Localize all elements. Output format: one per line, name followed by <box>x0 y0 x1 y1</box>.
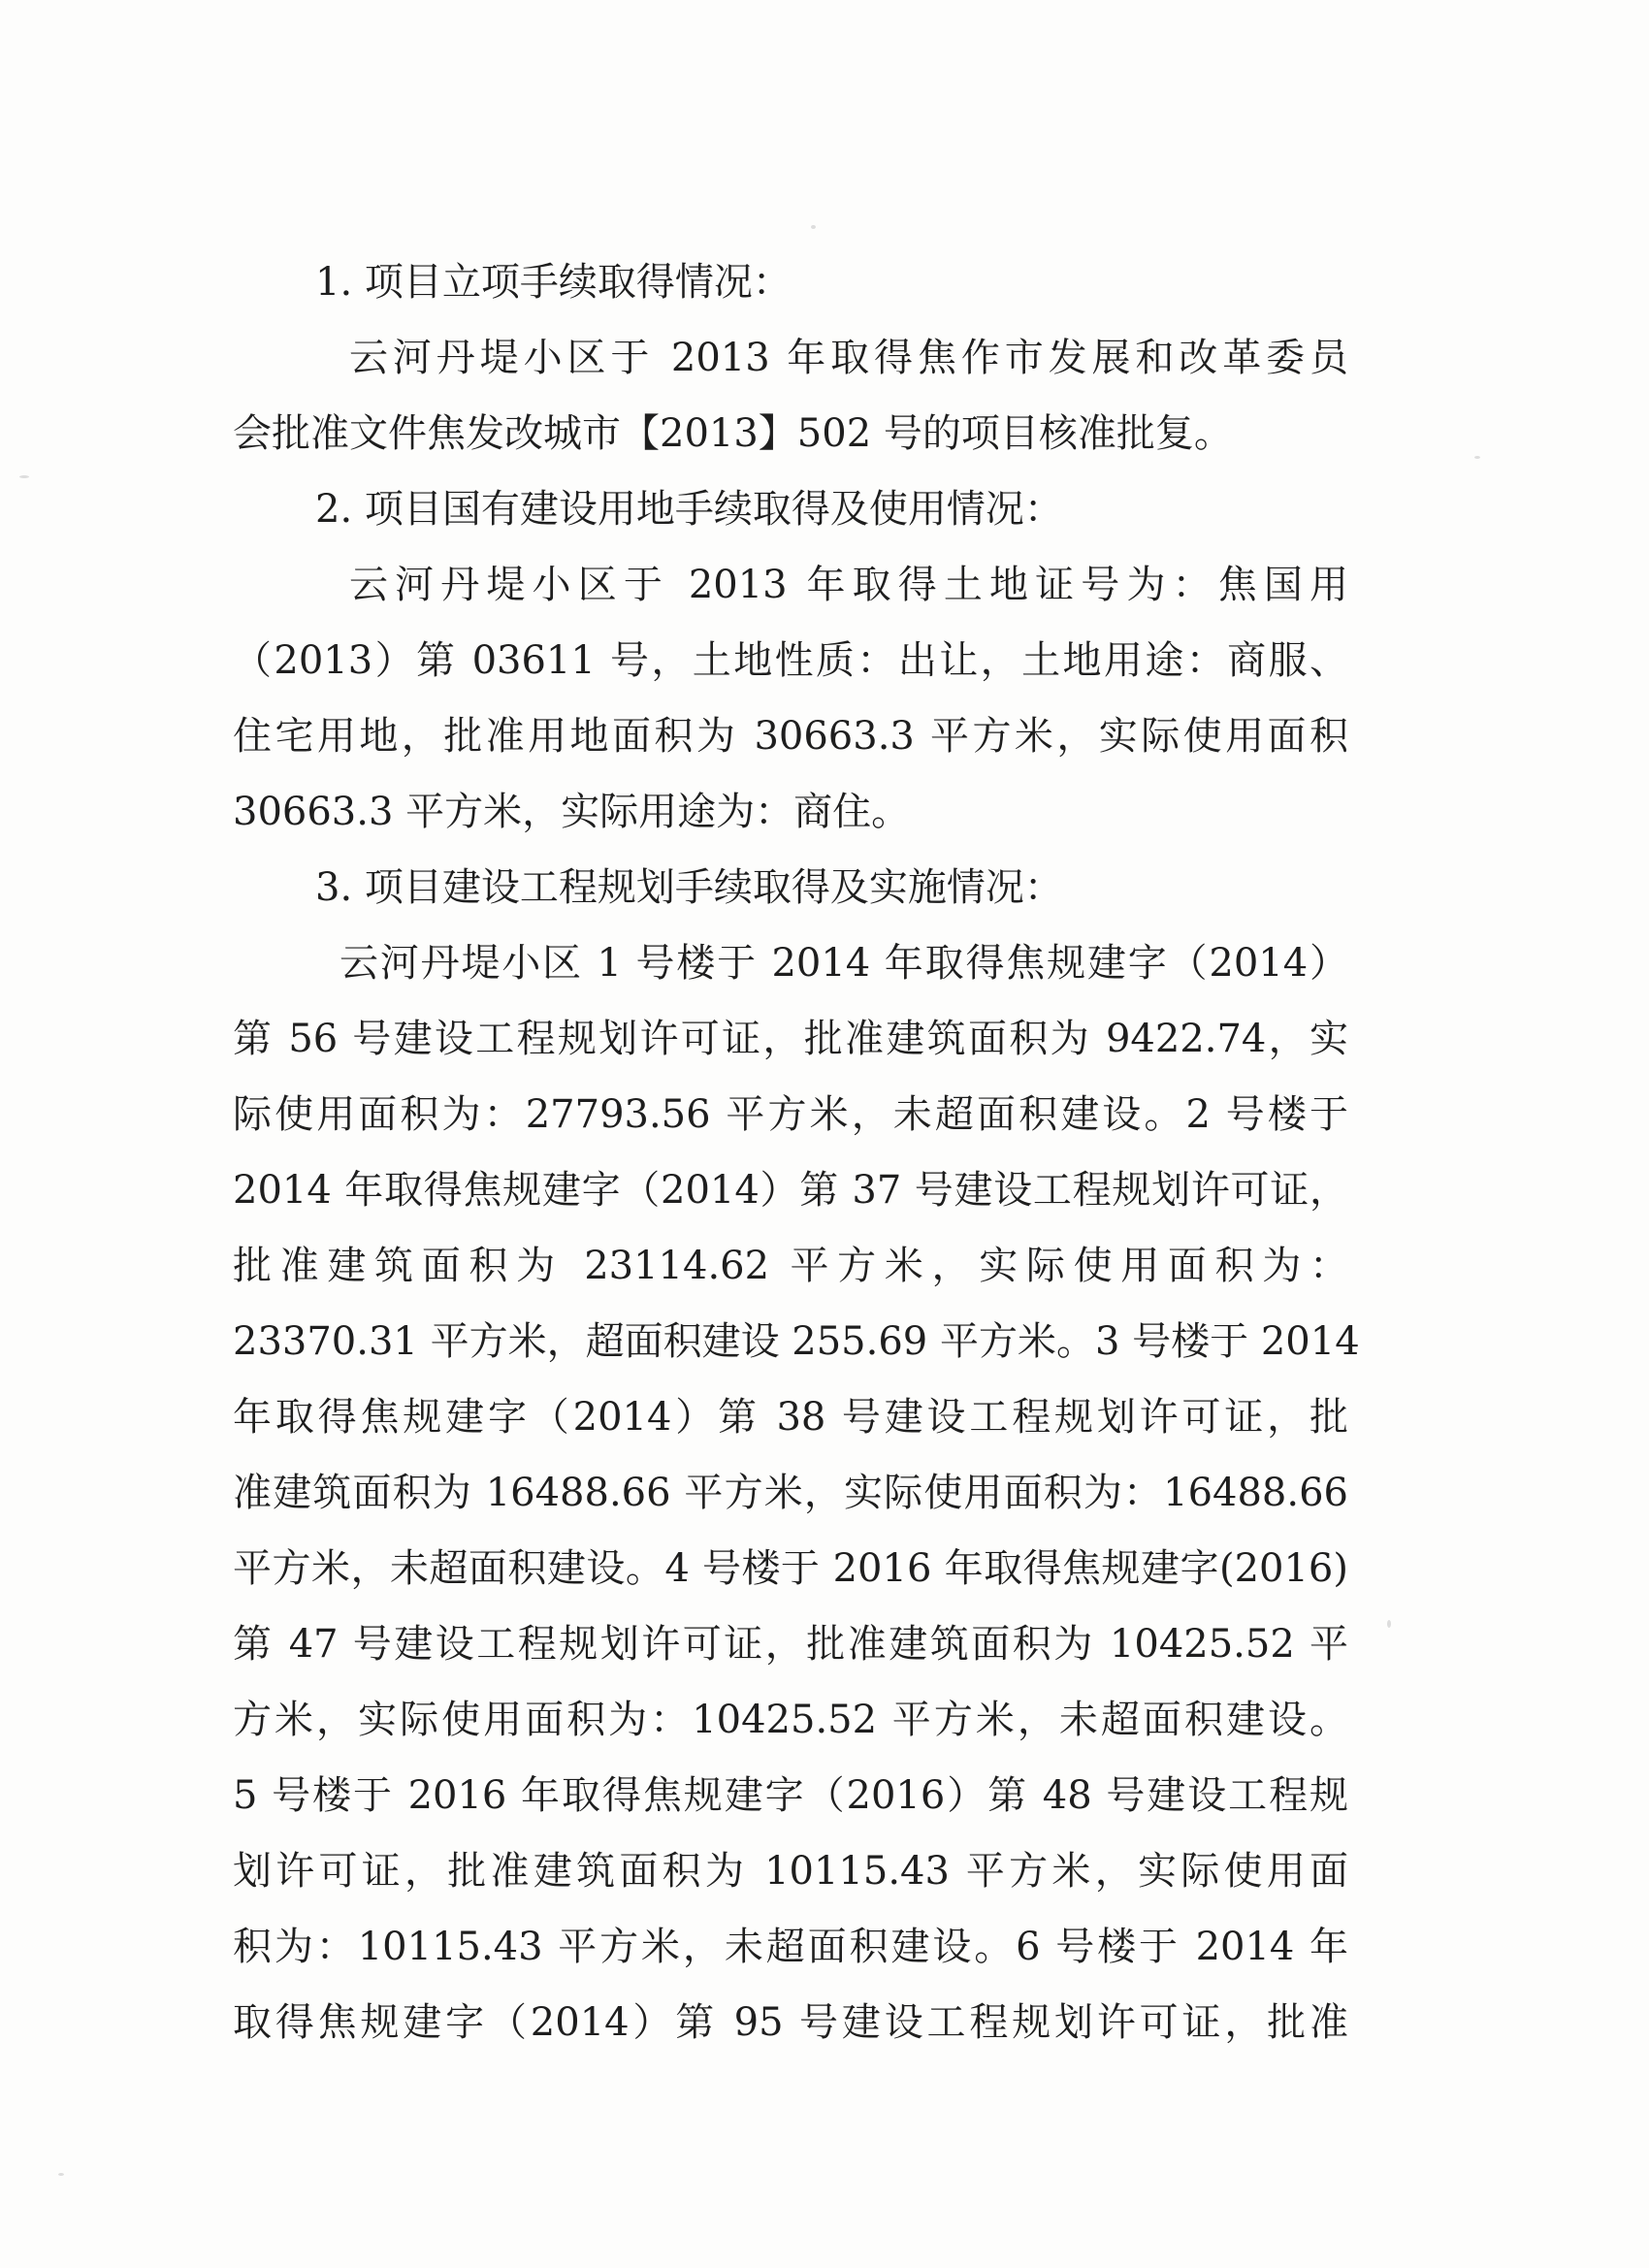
paragraph-line: 住宅用地，批准用地面积为 30663.3 平方米，实际使用面积 <box>233 714 1348 759</box>
paragraph-line: 方米，实际使用面积为：10425.52 平方米，未超面积建设。 <box>233 1698 1348 1742</box>
paragraph-line: 积为：10115.43 平方米，未超面积建设。6 号楼于 2014 年 <box>233 1925 1348 1969</box>
scan-speck <box>1474 456 1480 459</box>
paragraph-line: 云河丹堤小区于 2013 年取得土地证号为：焦国用 <box>349 563 1348 607</box>
paragraph-line: 际使用面积为：27793.56 平方米，未超面积建设。2 号楼于 <box>233 1092 1348 1137</box>
paragraph-line: 会批准文件焦发改城市【2013】502 号的项目核准批复。 <box>233 411 1233 456</box>
paragraph-line: 2014 年取得焦规建字（2014）第 37 号建设工程规划许可证， <box>233 1168 1348 1213</box>
document-body <box>233 244 1360 2060</box>
scan-speck <box>58 2173 64 2176</box>
scan-speck <box>811 225 816 229</box>
paragraph-line: （2013）第 03611 号，土地性质：出让，土地用途：商服、 <box>233 638 1348 683</box>
paragraph-line: 取得焦规建字（2014）第 95 号建设工程规划许可证，批准 <box>233 2000 1348 2045</box>
paragraph-line: 5 号楼于 2016 年取得焦规建字（2016）第 48 号建设工程规 <box>233 1773 1348 1818</box>
paragraph-line: 划许可证，批准建筑面积为 10115.43 平方米，实际使用面 <box>233 1849 1348 1894</box>
paragraph-line: 平方米，未超面积建设。4 号楼于 2016 年取得焦规建字(2016) <box>233 1546 1348 1591</box>
paragraph-line: 23370.31 平方米，超面积建设 255.69 平方米。3 号楼于 2014 <box>233 1319 1360 1364</box>
paragraph-line: 30663.3 平方米，实际用途为：商住。 <box>233 790 911 834</box>
scan-speck <box>19 475 29 478</box>
paragraph-line: 云河丹堤小区于 2013 年取得焦作市发展和改革委员 <box>349 336 1348 380</box>
paragraph-line: 第 56 号建设工程规划许可证，批准建筑面积为 9422.74，实 <box>233 1017 1348 1061</box>
scan-speck <box>1387 1620 1391 1628</box>
section-heading: 3. 项目建设工程规划手续取得及实施情况： <box>315 865 1063 910</box>
section-heading: 2. 项目国有建设用地手续取得及使用情况： <box>315 487 1063 532</box>
paragraph-line: 批准建筑面积为 23114.62 平方米，实际使用面积为： <box>233 1244 1348 1288</box>
paragraph-line: 第 47 号建设工程规划许可证，批准建筑面积为 10425.52 平 <box>233 1622 1348 1667</box>
paragraph-line: 准建筑面积为 16488.66 平方米，实际使用面积为：16488.66 <box>233 1471 1348 1515</box>
paragraph-line: 年取得焦规建字（2014）第 38 号建设工程规划许可证，批 <box>233 1395 1348 1440</box>
section-heading: 1. 项目立项手续取得情况： <box>315 260 792 305</box>
paragraph-line: 云河丹堤小区 1 号楼于 2014 年取得焦规建字（2014） <box>340 941 1348 986</box>
